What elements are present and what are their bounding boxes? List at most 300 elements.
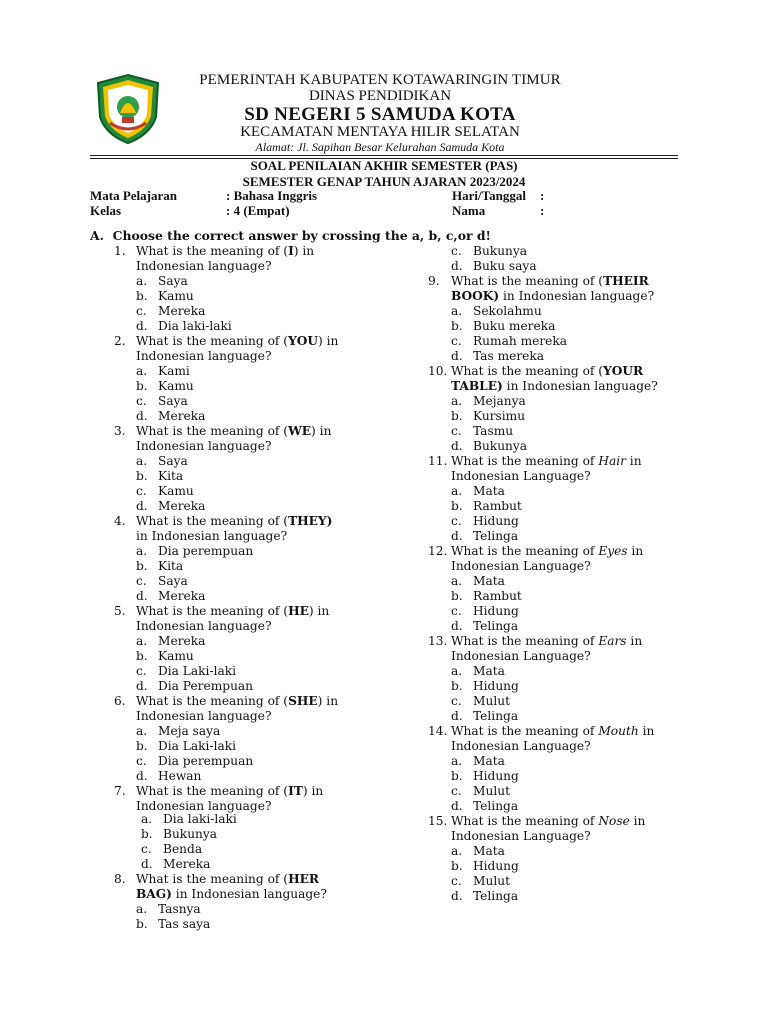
option-letter[interactable]: a.: [451, 664, 463, 678]
option-text[interactable]: Tas saya: [158, 917, 211, 931]
question-continuation: [428, 739, 708, 754]
answer-option: [428, 784, 708, 799]
option-letter[interactable]: b.: [451, 679, 463, 693]
question-continuation: [428, 649, 708, 664]
question-keyword: TABLE): [451, 379, 503, 393]
question-text: [451, 454, 642, 469]
option-letter[interactable]: d.: [451, 889, 463, 903]
answer-option: [114, 679, 414, 694]
option-text[interactable]: Kamu: [158, 379, 194, 393]
option-letter[interactable]: d.: [136, 589, 148, 603]
answer-option: [428, 574, 708, 589]
question-keyword: BOOK): [451, 289, 500, 303]
question: [428, 634, 708, 649]
option-text[interactable]: Mulut: [473, 694, 510, 708]
question-keyword: BAG): [136, 887, 172, 901]
option-letter[interactable]: a.: [451, 394, 463, 408]
question: [114, 334, 414, 349]
question-text: [451, 274, 649, 289]
question-text-part: ) in: [317, 694, 339, 708]
option-letter[interactable]: d.: [451, 619, 463, 633]
option-letter[interactable]: c.: [451, 424, 462, 438]
option-letter[interactable]: c.: [451, 244, 462, 258]
question-text-part: ) in: [302, 784, 324, 798]
question: [114, 514, 414, 529]
question-text: [136, 244, 314, 259]
option-letter[interactable]: b.: [136, 649, 148, 663]
question-continuation: [428, 289, 708, 304]
question-text: [136, 529, 287, 544]
answer-option: [428, 349, 708, 364]
question-continuation: [428, 829, 708, 844]
question-text-part: in: [625, 454, 642, 468]
option-text[interactable]: Mata: [473, 844, 505, 858]
question-text-part: What is the meaning of (: [136, 244, 289, 258]
answer-option: [114, 454, 414, 469]
question-text-part: What is the meaning of (: [136, 604, 289, 618]
question-text-part: in: [629, 814, 646, 828]
question-text-part: in Indonesian language?: [136, 529, 288, 543]
option-letter[interactable]: a.: [136, 454, 148, 468]
option-letter[interactable]: a.: [136, 724, 148, 738]
question-text: [451, 289, 654, 304]
question-text-part: in Indonesian language?: [502, 379, 658, 393]
question-continuation: [428, 469, 708, 484]
question-text-part: in: [627, 544, 644, 558]
answer-option: [428, 889, 708, 904]
option-letter[interactable]: a.: [136, 364, 148, 378]
question-text-part: What is the meaning of (: [136, 694, 289, 708]
answer-option: [428, 259, 708, 274]
option-text[interactable]: Rambut: [473, 499, 522, 513]
option-letter[interactable]: c.: [451, 514, 462, 528]
answer-option: [114, 484, 414, 499]
option-text[interactable]: Telinga: [473, 889, 519, 903]
option-letter[interactable]: c.: [451, 784, 462, 798]
answer-option: [428, 484, 708, 499]
option-text[interactable]: Mata: [473, 664, 505, 678]
question-text-part: ) in: [318, 334, 339, 348]
option-text[interactable]: Hidung: [473, 514, 519, 528]
option-text[interactable]: Saya: [158, 394, 188, 408]
option-letter[interactable]: d.: [451, 439, 463, 453]
option-text[interactable]: Mereka: [158, 499, 206, 513]
option-text[interactable]: Mulut: [473, 784, 510, 798]
answer-option: [428, 799, 708, 814]
name-label: Nama: [452, 203, 486, 218]
section-instruction: [90, 228, 491, 243]
option-letter[interactable]: d.: [136, 319, 148, 333]
option-text[interactable]: Rumah mereka: [473, 334, 568, 348]
answer-option: [428, 409, 708, 424]
question-text-part: What is the meaning of: [451, 814, 599, 828]
answer-option: [428, 844, 708, 859]
option-text[interactable]: Dia perempuan: [158, 754, 254, 768]
answer-option: [114, 379, 414, 394]
answer-option: [114, 649, 414, 664]
answer-option: [428, 619, 708, 634]
question-text: [136, 514, 332, 529]
question-keyword: HER: [288, 872, 319, 886]
header-government: PEMERINTAH KABUPATEN KOTAWARINGIN TIMUR: [199, 72, 561, 88]
question-continuation: [114, 529, 414, 544]
option-letter[interactable]: c.: [141, 842, 152, 856]
header-divider: [90, 155, 678, 156]
question-text-part: Indonesian language?: [136, 619, 272, 633]
option-letter[interactable]: c.: [451, 874, 462, 888]
answer-option: [114, 739, 414, 754]
answer-option: [114, 827, 414, 842]
question-text-part: ) in: [311, 424, 332, 438]
option-letter[interactable]: b.: [451, 589, 463, 603]
option-text[interactable]: Dia Laki-laki: [158, 664, 237, 678]
answer-option: [114, 559, 414, 574]
question-text-part: What is the meaning of (: [136, 514, 289, 528]
answer-option: [114, 754, 414, 769]
option-text[interactable]: Mejanya: [473, 394, 526, 408]
option-text[interactable]: Telinga: [473, 799, 519, 813]
option-letter[interactable]: c.: [136, 664, 147, 678]
answer-option: [428, 244, 708, 259]
question-column-right: [428, 244, 708, 904]
option-text[interactable]: Kursimu: [473, 409, 526, 423]
question-text: [136, 709, 272, 724]
option-text[interactable]: Hidung: [473, 769, 519, 783]
question-text-part: What is the meaning of: [451, 634, 599, 648]
option-letter[interactable]: a.: [136, 634, 148, 648]
answer-option: [428, 859, 708, 874]
answer-option: [114, 574, 414, 589]
answer-option: [428, 499, 708, 514]
header-address: Alamat: Jl. Sapihan Besar Kelurahan Samuda Kota: [255, 140, 505, 154]
option-letter[interactable]: d.: [451, 799, 463, 813]
option-text[interactable]: Kamu: [158, 289, 194, 303]
question-text-part: What is the meaning of: [451, 724, 599, 738]
question: [114, 244, 414, 259]
answer-option: [114, 409, 414, 424]
subject-label: Mata Pelajaran: [90, 188, 178, 203]
option-letter[interactable]: d.: [136, 679, 148, 693]
question-text-part: ) in: [308, 604, 330, 618]
question: [114, 694, 414, 709]
question-keyword: Hair: [598, 454, 626, 468]
option-text[interactable]: Bukunya: [163, 827, 218, 841]
question-text-part: What is the meaning of (: [136, 334, 289, 348]
option-text[interactable]: Mereka: [158, 589, 206, 603]
option-letter[interactable]: b.: [136, 289, 148, 303]
answer-option: [428, 874, 708, 889]
question-keyword: HE: [288, 604, 309, 618]
answer-option: [428, 694, 708, 709]
option-letter[interactable]: b.: [136, 739, 148, 753]
option-letter[interactable]: d.: [451, 349, 463, 363]
question-keyword: WE: [288, 424, 312, 438]
answer-option: [114, 394, 414, 409]
option-letter[interactable]: d.: [136, 409, 148, 423]
answer-option: [114, 304, 414, 319]
question: [428, 814, 708, 829]
question-text-part: What is the meaning of (: [451, 274, 604, 288]
question-continuation: [428, 379, 708, 394]
option-text[interactable]: Sekolahmu: [473, 304, 542, 318]
answer-option: [114, 902, 414, 917]
option-text[interactable]: Mata: [473, 574, 505, 588]
option-letter[interactable]: c.: [136, 304, 147, 318]
question-text-part: What is the meaning of (: [451, 364, 604, 378]
question-continuation: [114, 709, 414, 724]
answer-option: [428, 394, 708, 409]
question-continuation: [114, 799, 414, 812]
question-text-part: Indonesian Language?: [451, 829, 591, 843]
option-text[interactable]: Mereka: [158, 304, 206, 318]
question-keyword: YOU: [288, 334, 319, 348]
question-text: [136, 259, 272, 274]
option-text[interactable]: Dia laki-laki: [163, 812, 237, 826]
question-text-part: ) in: [293, 244, 315, 258]
question-keyword: Eyes: [598, 544, 628, 558]
option-letter[interactable]: d.: [136, 499, 148, 513]
answer-option: [428, 679, 708, 694]
option-letter[interactable]: a.: [136, 274, 148, 288]
question-text: [136, 887, 327, 902]
question-number: 7.: [114, 784, 126, 798]
option-text[interactable]: Tasnya: [158, 902, 201, 916]
question: [428, 544, 708, 559]
answer-option: [114, 499, 414, 514]
question-text: [136, 334, 338, 349]
option-letter[interactable]: d.: [141, 857, 153, 871]
option-letter[interactable]: c.: [451, 604, 462, 618]
option-text[interactable]: Saya: [158, 274, 188, 288]
question-text-part: in: [638, 724, 655, 738]
option-text[interactable]: Rambut: [473, 589, 522, 603]
question-number: 3.: [114, 424, 126, 438]
section-letter: A.: [90, 228, 104, 243]
question-continuation: [428, 559, 708, 574]
question-keyword: SHE: [288, 694, 318, 708]
answer-option: [428, 589, 708, 604]
answer-option: [428, 769, 708, 784]
answer-option: [114, 664, 414, 679]
question-continuation: [114, 439, 414, 454]
question-text: [136, 619, 272, 634]
question-number: 4.: [114, 514, 126, 528]
exam-title: SOAL PENILAIAN AKHIR SEMESTER (PAS): [250, 158, 518, 173]
option-letter[interactable]: c.: [136, 754, 147, 768]
name-colon: :: [540, 203, 545, 218]
answer-option: [114, 589, 414, 604]
option-text[interactable]: Buku mereka: [473, 319, 556, 333]
question-text-part: What is the meaning of: [451, 544, 599, 558]
option-text[interactable]: Hidung: [473, 859, 519, 873]
question-number: 1.: [114, 244, 126, 258]
question-text: [136, 694, 338, 709]
option-text[interactable]: Hidung: [473, 679, 519, 693]
option-letter[interactable]: a.: [136, 902, 148, 916]
option-text[interactable]: Mulut: [473, 874, 510, 888]
option-text[interactable]: Saya: [158, 454, 188, 468]
question-text-part: in Indonesian language?: [499, 289, 655, 303]
option-letter[interactable]: a.: [451, 844, 463, 858]
question-keyword: Mouth: [598, 724, 639, 738]
option-letter[interactable]: d.: [451, 529, 463, 543]
option-letter[interactable]: b.: [451, 859, 463, 873]
question-continuation: [114, 259, 414, 274]
question-text: [136, 349, 272, 364]
question-keyword: YOUR: [603, 364, 644, 378]
question: [428, 454, 708, 469]
question-number: 15.: [428, 814, 448, 828]
answer-option: [428, 604, 708, 619]
option-text[interactable]: Kita: [158, 469, 184, 483]
answer-option: [428, 709, 708, 724]
question-text-part: What is the meaning of: [451, 454, 599, 468]
question-keyword: Nose: [598, 814, 630, 828]
question-text: [451, 724, 654, 739]
option-text[interactable]: Kita: [158, 559, 184, 573]
option-text[interactable]: Telinga: [473, 619, 519, 633]
question-number: 10.: [428, 364, 448, 378]
option-letter[interactable]: a.: [451, 484, 463, 498]
option-text[interactable]: Telinga: [473, 529, 519, 543]
question-text: [451, 469, 591, 484]
question-text-part: Indonesian language?: [136, 709, 272, 723]
option-letter[interactable]: b.: [136, 559, 148, 573]
option-text[interactable]: Dia Perempuan: [158, 679, 254, 693]
option-text[interactable]: Meja saya: [158, 724, 221, 738]
option-letter[interactable]: b.: [451, 769, 463, 783]
answer-option: [114, 634, 414, 649]
question-text-part: Indonesian language?: [136, 259, 272, 273]
answer-option: [114, 812, 414, 827]
question-number: 13.: [428, 634, 448, 648]
question-text-part: Indonesian language?: [136, 799, 272, 813]
answer-option: [428, 439, 708, 454]
option-text[interactable]: Dia Laki-laki: [158, 739, 237, 753]
option-text[interactable]: Dia laki-laki: [158, 319, 232, 333]
question: [114, 604, 414, 619]
question-text: [451, 379, 658, 394]
answer-option: [428, 529, 708, 544]
question-text: [451, 829, 591, 844]
question-text: [136, 784, 323, 799]
option-letter[interactable]: d.: [136, 769, 148, 783]
section-instruction-text: Choose the correct answer by crossing the a, b, c,or d!: [112, 228, 491, 243]
class-label: Kelas: [90, 203, 122, 218]
option-text[interactable]: Hidung: [473, 604, 519, 618]
question-number: 14.: [428, 724, 448, 738]
option-letter[interactable]: a.: [451, 574, 463, 588]
option-text[interactable]: Mereka: [163, 857, 211, 871]
option-letter[interactable]: c.: [136, 574, 147, 588]
answer-option: [114, 724, 414, 739]
answer-option: [114, 319, 414, 334]
option-letter[interactable]: a.: [136, 544, 148, 558]
option-text[interactable]: Bukunya: [473, 244, 528, 258]
option-letter[interactable]: a.: [451, 754, 463, 768]
option-text[interactable]: Bukunya: [473, 439, 528, 453]
option-letter[interactable]: c.: [136, 394, 147, 408]
class-value: : 4 (Empat): [226, 203, 290, 218]
option-letter[interactable]: b.: [141, 827, 153, 841]
question: [428, 724, 708, 739]
option-letter[interactable]: b.: [451, 319, 463, 333]
option-text[interactable]: Dia perempuan: [158, 544, 254, 558]
option-text[interactable]: Benda: [163, 842, 203, 856]
option-text[interactable]: Kami: [158, 364, 190, 378]
option-text[interactable]: Mereka: [158, 634, 206, 648]
answer-option: [114, 469, 414, 484]
answer-option: [114, 842, 414, 857]
option-text[interactable]: Tasmu: [473, 424, 514, 438]
question-continuation: [114, 619, 414, 634]
answer-option: [114, 857, 414, 872]
question-text-part: Indonesian Language?: [451, 649, 591, 663]
question: [114, 872, 414, 887]
option-letter[interactable]: c.: [451, 334, 462, 348]
option-text[interactable]: Saya: [158, 574, 188, 588]
answer-option: [428, 754, 708, 769]
question-text-part: What is the meaning of (: [136, 872, 289, 886]
question-text: [451, 559, 591, 574]
option-text[interactable]: Mata: [473, 484, 505, 498]
question-text: [136, 424, 331, 439]
option-text[interactable]: Kamu: [158, 484, 194, 498]
question-continuation: [114, 349, 414, 364]
option-text[interactable]: Hewan: [158, 769, 202, 783]
option-text[interactable]: Mereka: [158, 409, 206, 423]
exam-semester: SEMESTER GENAP TAHUN AJARAN 2023/2024: [242, 174, 526, 189]
option-text[interactable]: Telinga: [473, 709, 519, 723]
question-text-part: Indonesian language?: [136, 349, 272, 363]
option-text[interactable]: Kamu: [158, 649, 194, 663]
question-text: [136, 872, 319, 887]
header-department: DINAS PENDIDIKAN: [308, 88, 452, 104]
question-keyword: Ears: [598, 634, 627, 648]
question-text-part: in: [626, 634, 643, 648]
question-text-part: What is the meaning of (: [136, 784, 289, 798]
option-letter[interactable]: b.: [451, 499, 463, 513]
subject-value: : Bahasa Inggris: [226, 188, 318, 203]
option-letter[interactable]: d.: [451, 259, 463, 273]
question-text: [136, 439, 272, 454]
option-letter[interactable]: b.: [136, 469, 148, 483]
answer-option: [114, 544, 414, 559]
question-text-part: Indonesian Language?: [451, 469, 591, 483]
option-letter[interactable]: b.: [451, 409, 463, 423]
option-text[interactable]: Mata: [473, 754, 505, 768]
option-text[interactable]: Buku saya: [473, 259, 537, 273]
option-letter[interactable]: a.: [451, 304, 463, 318]
question-keyword: THEY): [288, 514, 333, 528]
option-letter[interactable]: c.: [136, 484, 147, 498]
answer-option: [428, 664, 708, 679]
question: [428, 274, 708, 289]
option-letter[interactable]: d.: [451, 709, 463, 723]
question-column-left: [114, 244, 414, 932]
option-text[interactable]: Tas mereka: [473, 349, 545, 363]
header-district: KECAMATAN MENTAYA HILIR SELATAN: [240, 124, 520, 140]
option-letter[interactable]: b.: [136, 379, 148, 393]
question-keyword: THEIR: [603, 274, 649, 288]
answer-option: [428, 514, 708, 529]
question-text: [451, 634, 642, 649]
option-letter[interactable]: b.: [136, 917, 148, 931]
question-number: 5.: [114, 604, 126, 618]
option-letter[interactable]: c.: [451, 694, 462, 708]
date-label: Hari/Tanggal: [452, 188, 526, 203]
option-letter[interactable]: a.: [141, 812, 153, 826]
